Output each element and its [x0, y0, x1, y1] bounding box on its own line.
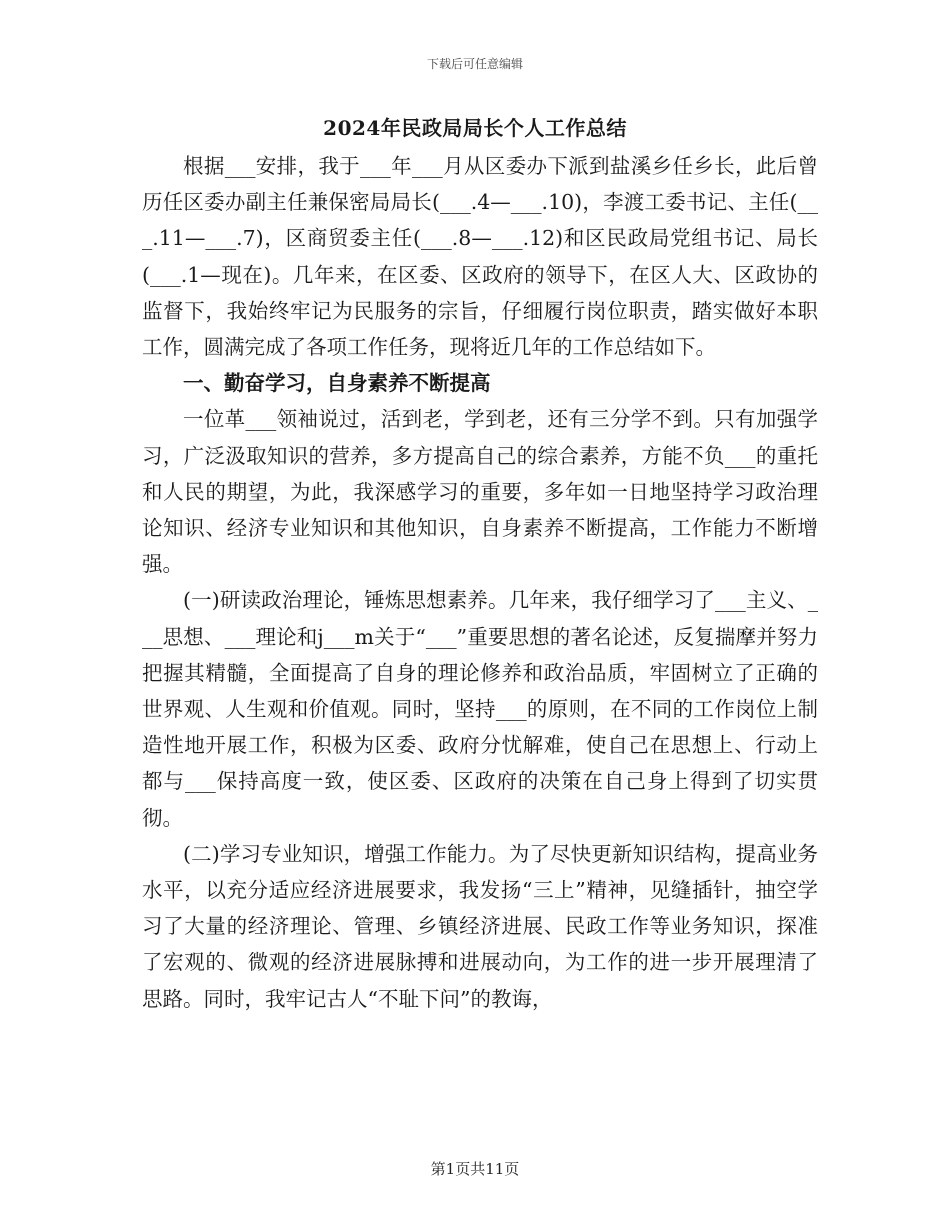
section-heading-1: 一、勤奋学习，自身素养不断提高: [183, 371, 491, 396]
header-note: 下载后可任意编辑: [426, 57, 523, 71]
document-title: 2024年民政局局长个人工作总结: [323, 116, 627, 140]
document-body: [142, 148, 818, 1017]
paragraph-professional-knowledge: (二)学习专业知识，增强工作能力。为了尽快更新知识结构，提高业务水平，以充分适应经济进展要求，我发扬“三上”精神，见缝插针，抽空学习了大量的经济理论、管理、乡镇经济进展、民政工作等业务知识，探准了宏观的、微观的经济进展脉搏和进展动向，为工作的进一步开展理清了思路。同时，我牢记古人“不耻下问”的教诲，: [142, 841, 818, 1011]
paragraph-study: 一位革___领袖说过，活到老，学到老，还有三分学不到。只有加强学习，广泛汲取知识的营养，多方提高自己的综合素养，方能不负___的重托和人民的期望，为此，我深感学习的重要，多年如一日地坚持学习政治理论知识、经济专业知识和其他知识，自身素养不断提高，工作能力不断增强。: [142, 407, 818, 577]
paragraph-intro: 根据___安排，我于___年___月从区委办下派到盐溪乡任乡长，此后曾历任区委办副主任兼保密局局长(___.4—___.10)，李渡工委书记、主任(___.11—___.7)，区商贸委主任(___.8—___.12)和区民政局党组书记、局长(___.1—现在)。几年来，在区委、区政府的领导下，在区人大、区政协的监督下，我始终牢记为民服务的宗旨，仔细履行岗位职责，踏实做好本职工作，圆满完成了各项工作任务，现将近几年的工作总结如下。: [142, 154, 818, 360]
page-number-footer: 第1页共11页: [430, 1160, 520, 1178]
paragraph-political-theory: (一)研读政治理论，锤炼思想素养。几年来，我仔细学习了___主义、___思想、___理论和j___m关于“___”重要思想的著名论述，反复揣摩并努力把握其精髓，全面提高了自身的理论修养和政治品质，牢固树立了正确的世界观、人生观和价值观。同时，坚持___的原则，在不同的工作岗位上制造性地开展工作，积极为区委、政府分忧解难，使自己在思想上、行动上都与___保持高度一致，使区委、区政府的决策在自己身上得到了切实贯彻。: [142, 588, 818, 830]
